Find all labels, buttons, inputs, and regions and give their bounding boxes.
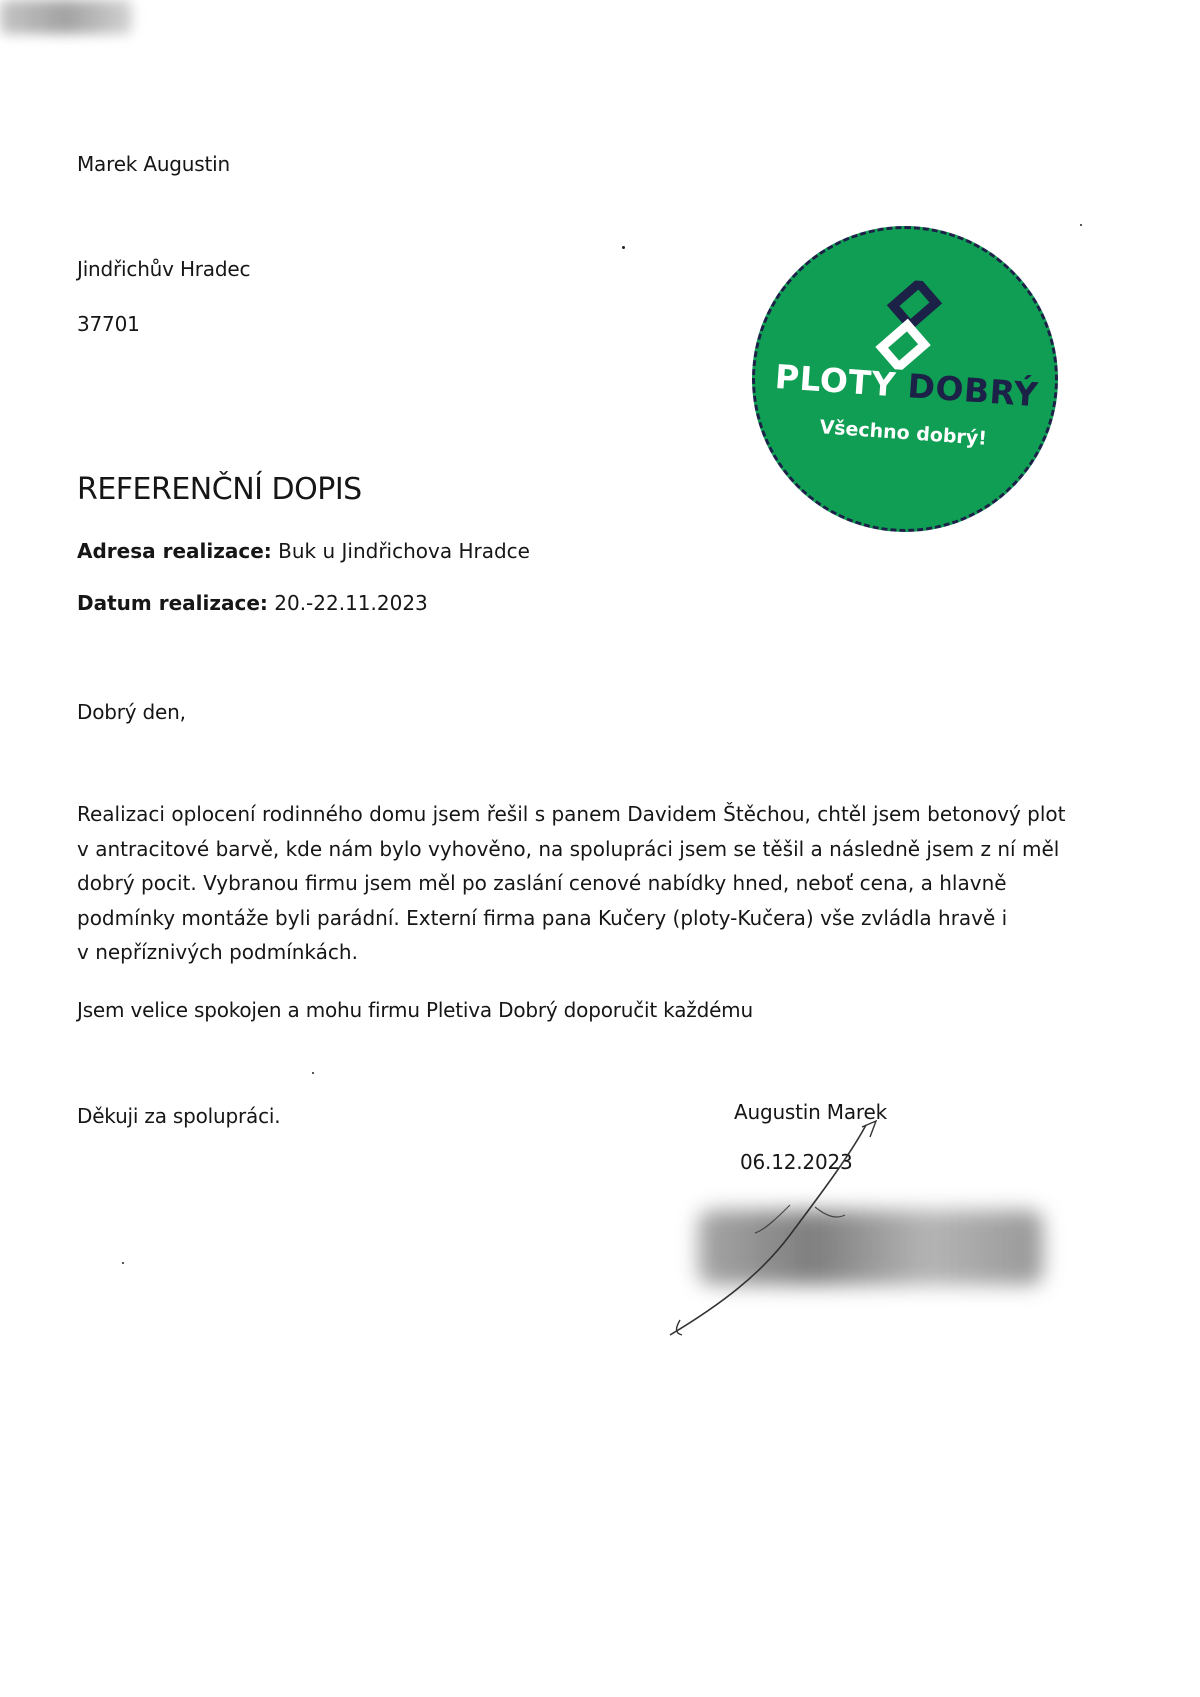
scan-speck xyxy=(1080,224,1082,226)
body-paragraph xyxy=(77,797,1117,970)
letter-title: REFERENČNÍ DOPIS xyxy=(77,472,362,507)
redacted-signature xyxy=(698,1210,1043,1285)
redacted-street-address xyxy=(0,0,132,34)
ploty-dobry-logo-icon xyxy=(861,277,957,373)
body-line: dobrý pocit. Vybranou firmu jsem měl po zaslání cenové nabídky hned, neboť cena, a hlavně xyxy=(77,871,1007,895)
thanks-line: Děkuji za spolupráci. xyxy=(77,1104,281,1128)
stamp-brand-word2: DOBRÝ xyxy=(906,366,1040,415)
realization-date xyxy=(77,586,428,620)
body-line: v nepříznivých podmínkách. xyxy=(77,940,358,964)
body-line: v antracitové barvě, kde nám bylo vyhověno, na spolupráci jsem se těšil a následně jsem z ní měl xyxy=(77,836,1060,861)
sender-zip: 37701 xyxy=(77,312,140,336)
stamp-brand xyxy=(771,357,1043,415)
signatory-name: Augustin Marek xyxy=(734,1100,887,1124)
stamp-brand-word1: PLOTY xyxy=(773,356,898,405)
company-stamp xyxy=(752,226,1058,532)
body-line: Realizaci oplocení rodinného domu jsem řešil s panem Davidem Štěchou, chtěl jsem betonový plot xyxy=(77,802,1066,826)
address-value: Buk u Jindřichova Hradce xyxy=(278,539,530,563)
scan-speck xyxy=(622,246,625,249)
date-value: 20.-22.11.2023 xyxy=(274,591,428,615)
scan-speck xyxy=(122,1262,124,1264)
address-label: Adresa realizace: xyxy=(77,539,272,563)
stamp-tagline: Všechno dobrý! xyxy=(818,416,988,450)
sender-city: Jindřichův Hradec xyxy=(77,257,251,281)
recommendation-line: Jsem velice spokojen a mohu firmu Pletiva Dobrý doporučit každému xyxy=(77,998,753,1022)
realization-address xyxy=(77,534,530,568)
body-line: podmínky montáže byli parádní. Externí firma pana Kučery (ploty-Kučera) vše zvládla hravě i xyxy=(77,905,1008,930)
scan-speck xyxy=(312,1072,314,1074)
greeting: Dobrý den, xyxy=(77,700,186,724)
date-label: Datum realizace: xyxy=(77,591,268,615)
signature-date: 06.12.2023 xyxy=(740,1150,853,1174)
sender-name: Marek Augustin xyxy=(77,152,230,176)
